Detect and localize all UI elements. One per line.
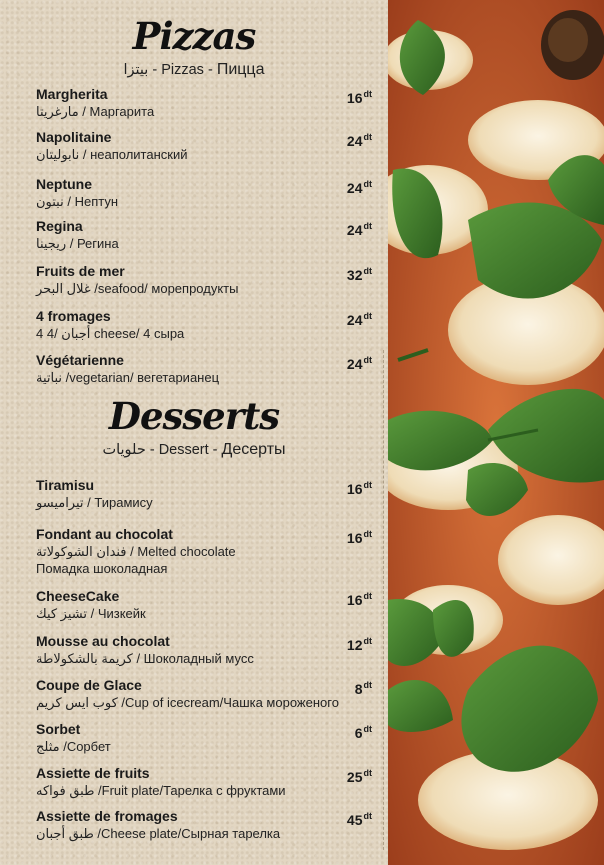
pizzas-sub-fr: Pizzas bbox=[161, 62, 204, 78]
price: $12^{dt}$ bbox=[346, 636, 372, 653]
menu-item-margherita: Margherita مارغريتا / Маргарита $16^{dt}$ bbox=[36, 86, 372, 119]
price: $6^{dt}$ bbox=[354, 724, 372, 741]
pizzas-heading: Pizzas bbox=[132, 14, 256, 58]
dashed-divider bbox=[383, 350, 384, 850]
pizzas-sub-ar: بيتزا bbox=[123, 62, 149, 78]
menu-item-assiette-de-fromages: Assiette de fromages طبق أجبان /Cheese plate/Сырная тарелка $45^{dt}$ bbox=[36, 808, 372, 841]
pizzas-subtitle: بيتزا - Pizzas - Пицца bbox=[123, 61, 265, 78]
menu-item-mousse-au-chocolat: Mousse au chocolat كريمة بالشكولاطة / Шоколадный мусс $12^{dt}$ bbox=[36, 633, 372, 666]
menu-item-vegetarienne: Végétarienne نباتية /vegetarian/ вегетарианец $24^{dt}$ bbox=[36, 352, 372, 385]
desserts-heading: Desserts bbox=[108, 394, 280, 438]
price: $25^{dt}$ bbox=[346, 768, 372, 785]
pizzas-sub-ru: Пицца bbox=[216, 61, 265, 78]
price: $24^{dt}$ bbox=[346, 221, 372, 238]
pizza-photo bbox=[388, 0, 604, 865]
menu-item-assiette-de-fruits: Assiette de fruits طبق فواكه /Fruit plate/Тарелка с фруктами $25^{dt}$ bbox=[36, 765, 372, 798]
menu-item-regina: Regina ريجينا / Регина $24^{dt}$ bbox=[36, 218, 372, 251]
price: $16^{dt}$ bbox=[346, 480, 372, 497]
price: $32^{dt}$ bbox=[346, 266, 372, 283]
menu-item-napolitaine: Napolitaine نابوليتان / неаполитанский $24^{dt}$ bbox=[36, 129, 372, 162]
desserts-subtitle: حلويات - Dessert - Десерты bbox=[102, 441, 286, 458]
price: $24^{dt}$ bbox=[346, 355, 372, 372]
menu-item-cheesecake: CheeseCake تشيز كيك / Чизкейк $16^{dt}$ bbox=[36, 588, 372, 621]
menu-item-sorbet: Sorbet مثلج /Сорбет $6^{dt}$ bbox=[36, 721, 372, 754]
desserts-sub-fr: Dessert bbox=[158, 442, 209, 458]
price: $16^{dt}$ bbox=[346, 591, 372, 608]
menu-item-tiramisu: Tiramisu تيراميسو / Тирамису $16^{dt}$ bbox=[36, 477, 372, 510]
menu-item-neptune: Neptune نبتون / Нептун $24^{dt}$ bbox=[36, 176, 372, 209]
price: $8^{dt}$ bbox=[354, 680, 372, 697]
price: $24^{dt}$ bbox=[346, 179, 372, 196]
desserts-sub-ar: حلويات bbox=[102, 442, 146, 458]
menu-item-4-fromages: 4 fromages 4 أجبان /4 cheese/ 4 сыра $24^{dt}$ bbox=[36, 308, 372, 341]
menu-item-fruits-de-mer: Fruits de mer غلال البحر /seafood/ морепродукты $32^{dt}$ bbox=[36, 263, 372, 296]
price: $16^{dt}$ bbox=[346, 529, 372, 546]
price: $16^{dt}$ bbox=[346, 89, 372, 106]
pizza-illustration bbox=[388, 0, 604, 865]
price: $24^{dt}$ bbox=[346, 311, 372, 328]
menu-item-fondant-au-chocolat: Fondant au chocolat فندان الشوكولاتة / Melted chocolate Помадка шоколадная $16^{dt}$ bbox=[36, 526, 372, 576]
price: $24^{dt}$ bbox=[346, 132, 372, 149]
menu-item-coupe-de-glace: Coupe de Glace كوب ايس كريم /Cup of icecream/Чашка мороженого $8^{dt}$ bbox=[36, 677, 372, 710]
price: $45^{dt}$ bbox=[346, 811, 372, 828]
desserts-sub-ru: Десерты bbox=[221, 441, 286, 458]
